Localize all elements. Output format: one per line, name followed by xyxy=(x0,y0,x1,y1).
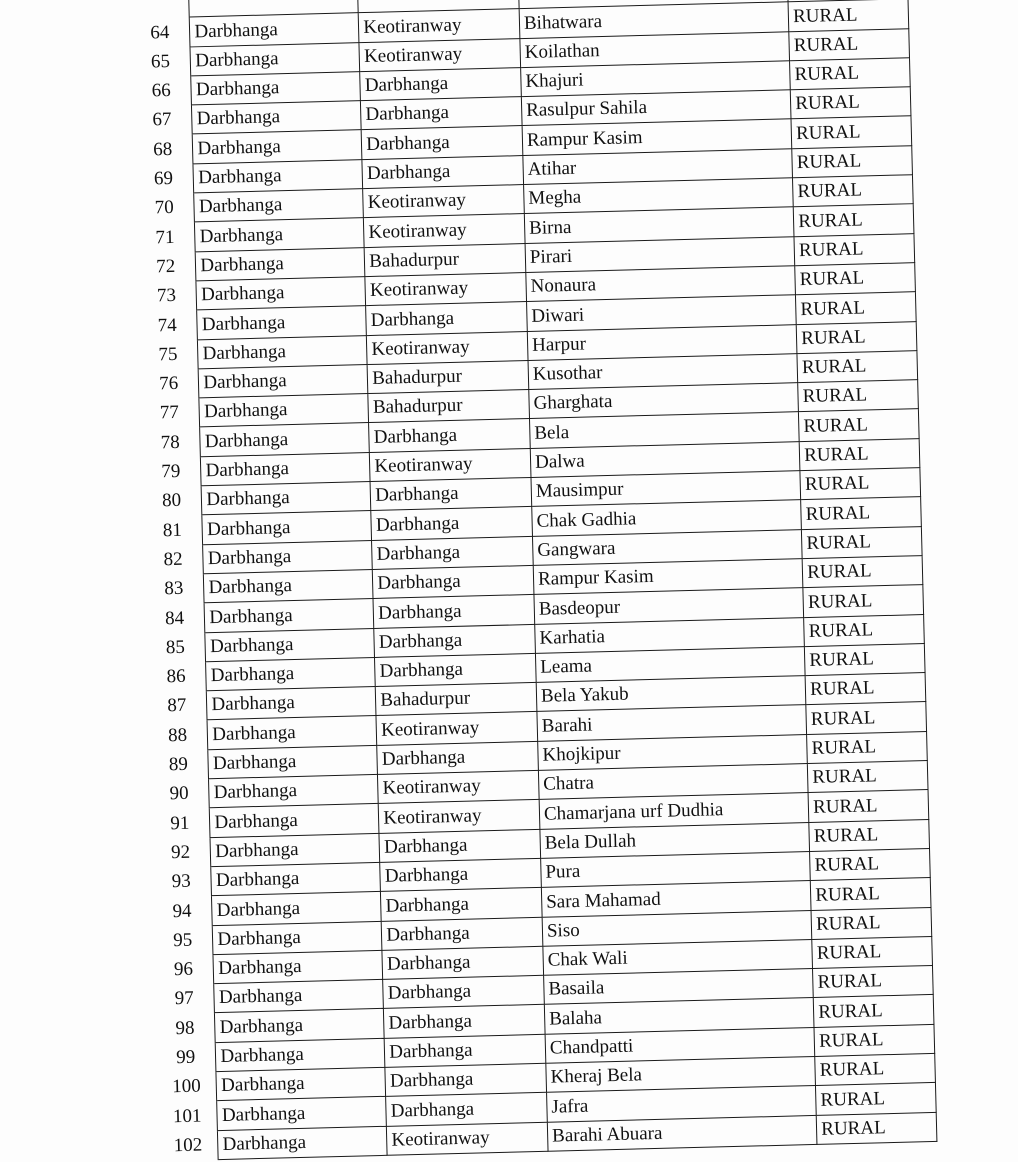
village-cell: Jafra xyxy=(547,1086,817,1122)
area-type-cell: RURAL xyxy=(815,1053,935,1085)
district-cell: Darbhanga xyxy=(215,1009,385,1043)
village-cell: Kusothar xyxy=(528,354,798,390)
block-cell: Darbhanga xyxy=(377,741,538,774)
serial-number-cell: 84 xyxy=(144,603,205,634)
block-cell: Darbhanga xyxy=(373,565,534,598)
serial-number-cell: 100 xyxy=(156,1072,217,1103)
village-cell: Balaha xyxy=(544,998,814,1034)
area-type-cell: RURAL xyxy=(788,0,908,31)
serial-number-cell: 76 xyxy=(138,369,199,400)
district-cell: Darbhanga xyxy=(199,394,369,428)
district-cell: Darbhanga xyxy=(193,130,363,164)
area-type-cell: RURAL xyxy=(795,263,915,295)
block-cell: Darbhanga xyxy=(385,1063,546,1096)
district-cell: Darbhanga xyxy=(210,833,380,867)
block-cell: Darbhanga xyxy=(370,478,531,511)
block-cell: Keotiranway xyxy=(364,214,525,247)
village-cell: Chatra xyxy=(538,764,808,800)
area-type-cell: RURAL xyxy=(798,380,918,412)
area-type-cell: RURAL xyxy=(793,204,913,236)
serial-number-cell: 67 xyxy=(131,105,192,136)
area-type-cell: RURAL xyxy=(806,702,926,734)
block-cell: Keotiranway xyxy=(370,448,531,481)
village-cell: Chak Wali xyxy=(543,939,813,975)
district-cell: Darbhanga xyxy=(194,189,364,223)
village-cell: Basdeopur xyxy=(534,588,804,624)
district-cell: Darbhanga xyxy=(207,716,377,750)
district-cell: Darbhanga xyxy=(209,774,379,808)
village-cell: Bihatwara xyxy=(519,2,789,38)
area-type-cell: RURAL xyxy=(816,1083,936,1115)
village-cell: Atihar xyxy=(523,149,793,185)
block-cell: Darbhanga xyxy=(361,126,522,159)
block-cell: Bahadurpur xyxy=(364,243,525,276)
district-cell: Darbhanga xyxy=(211,862,381,896)
area-type-cell: RURAL xyxy=(790,87,910,119)
district-cell: Darbhanga xyxy=(197,306,367,340)
village-cell: Siso xyxy=(542,910,812,946)
serial-number-cell: 78 xyxy=(140,427,201,458)
village-cell: Barahi xyxy=(537,705,807,741)
district-cell: Darbhanga xyxy=(216,1067,386,1101)
district-cell: Darbhanga xyxy=(210,804,380,838)
serial-number-cell xyxy=(129,0,190,19)
district-cell: Darbhanga xyxy=(218,1126,388,1160)
district-cell: Darbhanga xyxy=(192,101,362,135)
area-type-cell: RURAL xyxy=(803,585,923,617)
block-cell: Darbhanga xyxy=(381,888,542,921)
serial-number-cell: 73 xyxy=(136,281,197,312)
serial-number-cell: 97 xyxy=(154,984,215,1015)
serial-number-cell: 85 xyxy=(145,632,206,663)
village-cell: Bela Yakub xyxy=(536,676,806,712)
district-cell: Darbhanga xyxy=(198,335,368,369)
village-cell: Leama xyxy=(535,646,805,682)
serial-number-cell: 95 xyxy=(152,925,213,956)
village-cell: Gharghata xyxy=(529,383,799,419)
district-cell: Darbhanga xyxy=(213,950,383,984)
area-type-cell: RURAL xyxy=(816,1112,936,1144)
district-cell: Darbhanga xyxy=(203,540,373,574)
serial-number-cell: 74 xyxy=(137,310,198,341)
serial-number-cell: 102 xyxy=(157,1130,218,1161)
area-type-cell: RURAL xyxy=(802,526,922,558)
village-cell: Harpur xyxy=(527,324,797,360)
village-cell: Basaila xyxy=(544,969,814,1005)
area-type-cell: RURAL xyxy=(807,731,927,763)
village-cell: Rampur Kasim xyxy=(533,559,803,595)
area-type-cell: RURAL xyxy=(794,233,914,265)
district-cell: Darbhanga xyxy=(193,159,363,193)
block-cell: Bahadurpur xyxy=(367,360,528,393)
district-cell: Darbhanga xyxy=(191,72,361,106)
area-type-cell: RURAL xyxy=(808,761,928,793)
area-type-cell: RURAL xyxy=(799,438,919,470)
district-cell: Darbhanga xyxy=(214,979,384,1013)
district-cell: Darbhanga xyxy=(201,482,371,516)
district-cell: Darbhanga xyxy=(199,364,369,398)
serial-number-cell: 89 xyxy=(148,749,209,780)
serial-number-cell: 91 xyxy=(149,808,210,839)
block-cell: Darbhanga xyxy=(386,1093,547,1126)
area-type-cell: RURAL xyxy=(809,819,929,851)
area-type-cell: RURAL xyxy=(796,292,916,324)
area-type-cell: RURAL xyxy=(793,175,913,207)
area-type-cell: RURAL xyxy=(812,936,932,968)
serial-number-cell: 80 xyxy=(141,486,202,517)
village-cell: Sara Mahamad xyxy=(541,881,811,917)
serial-number-cell: 101 xyxy=(157,1101,218,1132)
village-cell: Karhatia xyxy=(535,617,805,653)
block-cell: Darbhanga xyxy=(380,858,541,891)
area-type-cell: RURAL xyxy=(799,409,919,441)
block-cell: Darbhanga xyxy=(384,1005,545,1038)
area-type-cell: RURAL xyxy=(814,1024,934,1056)
block-cell: Darbhanga xyxy=(371,507,532,540)
serial-number-cell: 70 xyxy=(134,193,195,224)
serial-number-cell: 86 xyxy=(146,662,207,693)
serial-number-cell: 82 xyxy=(143,544,204,575)
area-type-cell: RURAL xyxy=(792,145,912,177)
block-cell: Keotiranway xyxy=(358,9,519,42)
serial-number-cell: 68 xyxy=(132,134,193,165)
district-cell: Darbhanga xyxy=(196,277,366,311)
village-cell: Nonaura xyxy=(526,266,796,302)
block-cell: Darbhanga xyxy=(373,595,534,628)
serial-number-cell: 69 xyxy=(133,164,194,195)
area-type-cell: RURAL xyxy=(805,643,925,675)
village-cell: Rampur Kasim xyxy=(522,119,792,155)
serial-number-cell: 75 xyxy=(137,339,198,370)
district-cell: Darbhanga xyxy=(217,1097,387,1131)
district-cell: Darbhanga xyxy=(196,247,366,281)
serial-number-cell: 83 xyxy=(143,574,204,605)
block-cell: Keotiranway xyxy=(378,800,539,833)
table-container xyxy=(128,0,947,1161)
village-cell: Gangwara xyxy=(532,529,802,565)
area-type-cell: RURAL xyxy=(789,28,909,60)
serial-number-cell: 79 xyxy=(140,457,201,488)
district-cell: Darbhanga xyxy=(190,42,360,76)
block-cell: Darbhanga xyxy=(369,419,530,452)
village-table xyxy=(128,0,937,1161)
village-cell: Khajuri xyxy=(521,61,791,97)
district-cell: Darbhanga xyxy=(212,892,382,926)
block-cell: Keotiranway xyxy=(367,331,528,364)
block-cell: Bahadurpur xyxy=(376,683,537,716)
area-type-cell: RURAL xyxy=(800,468,920,500)
serial-number-cell: 72 xyxy=(135,252,196,283)
village-cell: Pirari xyxy=(525,236,795,272)
district-cell: Darbhanga xyxy=(195,218,365,252)
district-cell: Darbhanga xyxy=(216,1038,386,1072)
serial-number-cell: 96 xyxy=(153,954,214,985)
village-cell: Dalwa xyxy=(530,441,800,477)
district-cell: Darbhanga xyxy=(208,745,378,779)
block-cell: Keotiranway xyxy=(363,185,524,218)
area-type-cell: RURAL xyxy=(810,878,930,910)
block-cell: Darbhanga xyxy=(361,97,522,130)
serial-number-cell: 90 xyxy=(149,779,210,810)
serial-number-cell: 88 xyxy=(147,720,208,751)
district-cell: Darbhanga xyxy=(213,921,383,955)
district-cell: Darbhanga xyxy=(205,628,375,662)
area-type-cell: RURAL xyxy=(811,907,931,939)
district-cell: Darbhanga xyxy=(204,599,374,633)
village-cell: Chandpatti xyxy=(545,1027,815,1063)
block-cell: Darbhanga xyxy=(360,67,521,100)
serial-number-cell: 94 xyxy=(151,896,212,927)
district-cell: Darbhanga xyxy=(201,452,371,486)
block-cell: Darbhanga xyxy=(382,946,543,979)
area-type-cell: RURAL xyxy=(813,995,933,1027)
block-cell: Darbhanga xyxy=(379,829,540,862)
district-cell: Darbhanga xyxy=(207,687,377,721)
block-cell: Darbhanga xyxy=(383,975,544,1008)
district-cell: Darbhanga xyxy=(204,569,374,603)
block-cell: Darbhanga xyxy=(381,917,542,950)
district-cell: Darbhanga xyxy=(202,511,372,545)
village-cell: Chak Gadhia xyxy=(532,500,802,536)
area-type-cell: RURAL xyxy=(801,497,921,529)
village-cell: Bela Dullah xyxy=(540,822,810,858)
district-cell: Darbhanga xyxy=(200,423,370,457)
block-cell: Darbhanga xyxy=(366,302,527,335)
block-cell: Darbhanga xyxy=(372,536,533,569)
village-cell: Mausimpur xyxy=(531,471,801,507)
serial-number-cell: 77 xyxy=(139,398,200,429)
serial-number-cell: 65 xyxy=(130,47,191,78)
village-cell: Kheraj Bela xyxy=(546,1056,816,1092)
village-cell: Khojkipur xyxy=(538,734,808,770)
block-cell: Darbhanga xyxy=(384,1034,545,1067)
block-cell: Keotiranway xyxy=(376,712,537,745)
area-type-cell: RURAL xyxy=(796,321,916,353)
block-cell: Darbhanga xyxy=(362,155,523,188)
serial-number-cell: 64 xyxy=(129,17,190,48)
area-type-cell: RURAL xyxy=(808,790,928,822)
district-cell: Darbhanga xyxy=(190,13,360,47)
village-cell: Pura xyxy=(541,851,811,887)
area-type-cell: RURAL xyxy=(790,58,910,90)
area-type-cell: RURAL xyxy=(804,614,924,646)
village-cell: Megha xyxy=(524,178,794,214)
serial-number-cell: 66 xyxy=(131,76,192,107)
block-cell: Darbhanga xyxy=(375,653,536,686)
block-cell: Darbhanga xyxy=(374,624,535,657)
serial-number-cell: 98 xyxy=(154,1013,215,1044)
district-cell: Darbhanga xyxy=(206,657,376,691)
block-cell: Bahadurpur xyxy=(368,390,529,423)
area-type-cell: RURAL xyxy=(797,351,917,383)
village-cell: Barahi Abuara xyxy=(547,1115,817,1151)
village-cell: Diwari xyxy=(527,295,797,331)
serial-number-cell: 92 xyxy=(150,837,211,868)
block-cell: Keotiranway xyxy=(378,770,539,803)
block-cell: Keotiranway xyxy=(365,272,526,305)
serial-number-cell: 99 xyxy=(155,1042,216,1073)
serial-number-cell: 71 xyxy=(134,222,195,253)
area-type-cell: RURAL xyxy=(813,966,933,998)
serial-number-cell: 93 xyxy=(151,867,212,898)
serial-number-cell: 81 xyxy=(142,515,203,546)
village-cell: Bela xyxy=(529,412,799,448)
area-type-cell: RURAL xyxy=(791,116,911,148)
block-cell: Keotiranway xyxy=(387,1122,548,1155)
area-type-cell: RURAL xyxy=(805,673,925,705)
area-type-cell: RURAL xyxy=(802,556,922,588)
village-cell: Rasulpur Sahila xyxy=(521,90,791,126)
village-table-body xyxy=(129,0,937,1161)
village-cell: Koilathan xyxy=(520,31,790,67)
village-cell: Birna xyxy=(524,207,794,243)
village-cell: Chamarjana urf Dudhia xyxy=(539,793,809,829)
serial-number-cell: 87 xyxy=(146,691,207,722)
area-type-cell: RURAL xyxy=(810,848,930,880)
block-cell: Keotiranway xyxy=(359,38,520,71)
